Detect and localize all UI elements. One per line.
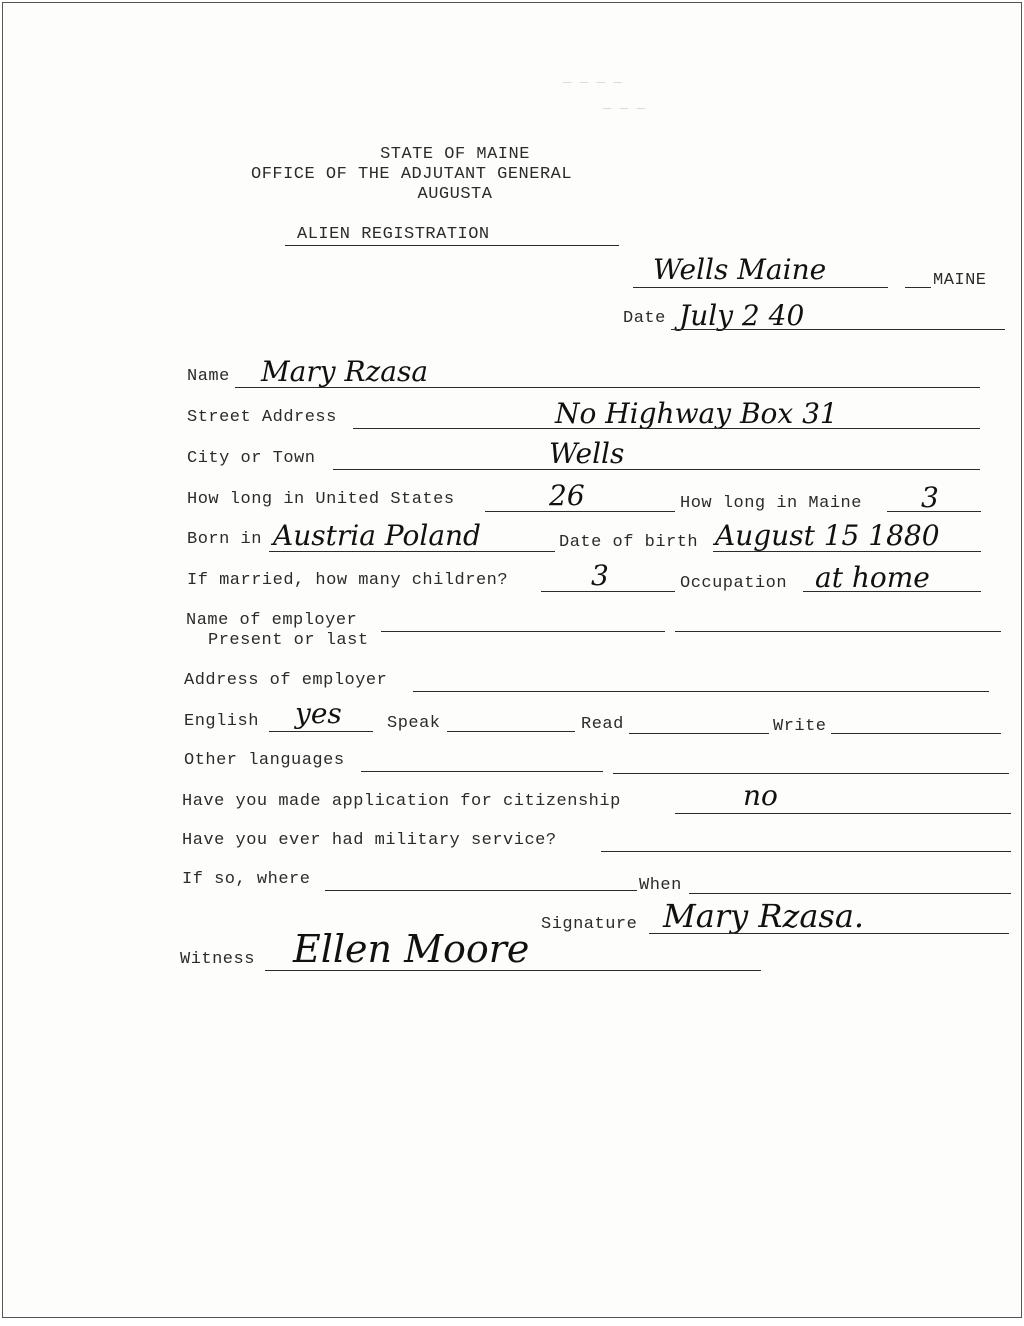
employer-address-line <box>413 691 989 692</box>
children-line <box>541 591 675 592</box>
name-value: Mary Rzasa <box>261 355 429 388</box>
speak-label: Speak <box>387 714 441 733</box>
registration-form <box>2 2 1022 1318</box>
header-office: OFFICE OF THE ADJUTANT GENERAL <box>251 165 573 184</box>
military-label: Have you ever had military service? <box>182 831 557 850</box>
where-line <box>325 890 637 891</box>
city-value: Wells <box>549 437 625 470</box>
citizenship-label: Have you made application for citizenship <box>182 792 621 811</box>
employer-line <box>381 631 665 632</box>
write-line <box>831 733 1001 734</box>
military-line <box>601 851 1011 852</box>
years-us-label: How long in United States <box>187 490 455 509</box>
employer-sublabel: Present or last <box>208 631 369 650</box>
years-maine-value: 3 <box>921 481 939 514</box>
signature-value: Mary Rzasa. <box>663 897 865 935</box>
city-line <box>333 469 980 470</box>
town-value: Wells Maine <box>653 253 827 286</box>
other-languages-label: Other languages <box>184 751 345 770</box>
read-label: Read <box>581 715 624 734</box>
citizenship-line <box>675 813 1011 814</box>
street-line <box>353 428 980 429</box>
occupation-line <box>803 591 981 592</box>
state-suffix: MAINE <box>933 271 987 290</box>
dob-label: Date of birth <box>559 533 699 552</box>
children-value: 3 <box>591 559 609 592</box>
write-label: Write <box>773 717 827 736</box>
employer-label: Name of employer <box>186 611 358 630</box>
witness-line <box>265 970 761 971</box>
occupation-label: Occupation <box>680 574 788 593</box>
years-us-value: 26 <box>549 479 585 512</box>
form-title-underline <box>285 245 619 246</box>
date-value: July 2 40 <box>679 299 805 332</box>
street-value: No Highway Box 31 <box>555 397 838 430</box>
street-label: Street Address <box>187 408 337 427</box>
other-languages-line-2 <box>613 773 1009 774</box>
children-label: If married, how many children? <box>187 571 509 590</box>
city-label: City or Town <box>187 449 316 468</box>
speak-line <box>447 731 575 732</box>
form-title: ALIEN REGISTRATION <box>297 225 490 244</box>
born-value: Austria Poland <box>273 519 481 552</box>
read-line <box>629 733 769 734</box>
english-line <box>269 731 373 732</box>
name-line <box>235 387 980 388</box>
signature-line <box>649 933 1009 934</box>
header-city: AUGUSTA <box>417 185 493 204</box>
dob-value: August 15 1880 <box>715 519 940 552</box>
occupation-value: at home <box>815 561 930 594</box>
town-line-short <box>905 287 931 288</box>
date-line <box>671 329 1005 330</box>
date-label: Date <box>623 309 666 328</box>
bleed-through: — — — — <box>563 75 622 91</box>
witness-value: Ellen Moore <box>293 927 530 971</box>
name-label: Name <box>187 367 230 386</box>
english-value: yes <box>295 697 342 730</box>
where-label: If so, where <box>182 870 311 889</box>
employer-line-2 <box>675 631 1001 632</box>
witness-label: Witness <box>180 950 255 969</box>
born-line <box>269 551 555 552</box>
years-us-line <box>485 511 675 512</box>
english-label: English <box>184 712 259 731</box>
when-label: When <box>639 876 682 895</box>
header-state: STATE OF MAINE <box>380 145 530 164</box>
years-maine-line <box>887 511 981 512</box>
born-label: Born in <box>187 530 262 549</box>
signature-label: Signature <box>541 915 638 934</box>
bleed-through: — — — <box>603 101 646 117</box>
other-languages-line <box>361 771 603 772</box>
years-maine-label: How long in Maine <box>680 494 862 513</box>
when-line <box>689 893 1011 894</box>
citizenship-value: no <box>743 779 778 812</box>
employer-address-label: Address of employer <box>184 671 388 690</box>
town-line <box>633 287 888 288</box>
dob-line <box>713 551 981 552</box>
